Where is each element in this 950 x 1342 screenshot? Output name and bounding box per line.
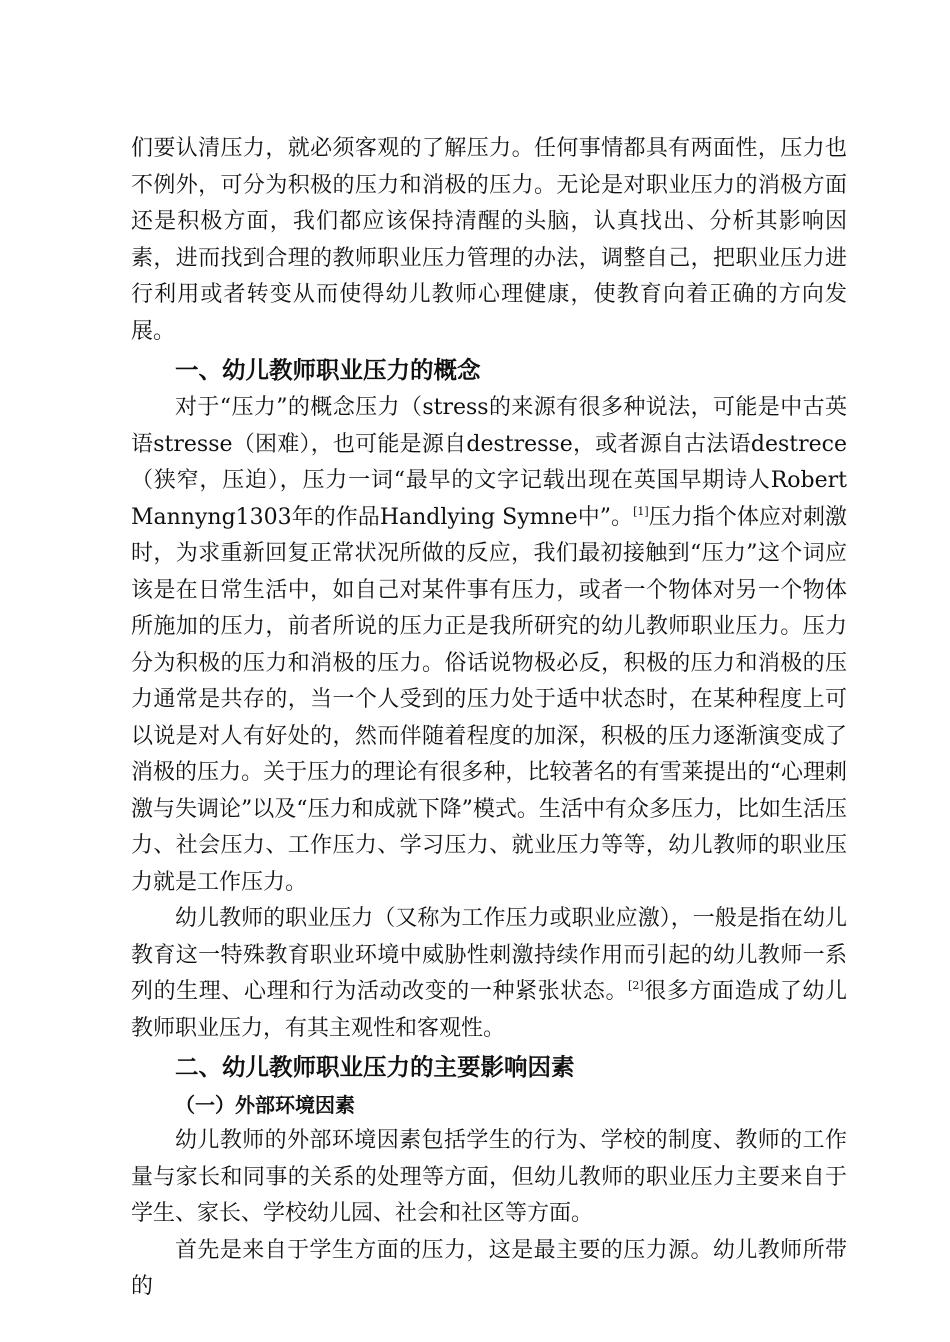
paragraph-stress-concept (131, 390, 847, 901)
section-heading-2: 二、幼儿教师职业压力的主要影响因素 (175, 1053, 575, 1081)
paragraph-stress-concept-part-a: 对于“压力”的概念压力（stress的来源有很多种说法，可能是中古英语stresse（困难），也可能是源自destresse，或者源自古法语destrece（狭窄，压迫），压力一词“最早的文字记载出现在英国早期诗人Robert Mannyng1303年的作品Handlying Symne中”。 (131, 395, 847, 530)
page-content (131, 131, 847, 1306)
paragraph-student-pressure: 首先是来自于学生方面的压力，这是最主要的压力源。幼儿教师所带的 (131, 1237, 847, 1299)
paragraph-continuation: 们要认清压力，就必须客观的了解压力。任何事情都具有两面性，压力也不例外，可分为积极的压力和消极的压力。无论是对职业压力的消极方面还是积极方面，我们都应该保持清醒的头脑，认真找出、分析其影响因素，进而找到合理的教师职业压力管理的办法，调整自己，把职业压力进行利用或者转变从而使得幼儿教师心理健康，使教育向着正确的方向发展。 (131, 136, 847, 344)
paragraph-definition-part-a: 幼儿教师的职业压力（又称为工作压力或职业应激），一般是指在幼儿教育这一特殊教育职业环境中威胁性刺激持续作用而引起的幼儿教师一系列的生理、心理和行为活动改变的一种紧张状态。 (131, 906, 847, 1004)
citation-ref-2: [2] (628, 979, 644, 992)
subsection-heading-1: （一）外部环境因素 (175, 1093, 355, 1117)
paragraph-teacher-stress-definition (131, 901, 847, 1047)
paragraph-definition-part-b: 很多方面造成了幼儿教师职业压力，有其主观性和客观性。 (131, 979, 847, 1041)
paragraph-stress-concept-part-b: 压力指个体应对刺激时，为求重新回复正常状况所做的反应，我们最初接触到“压力”这个词应该是在日常生活中，如自己对某件事有压力，或者一个物体对另一个物体所施加的压力，前者所说的压力正是我所研究的幼儿教师职业压力。压力分为积极的压力和消极的压力。俗话说物极必反，积极的压力和消极的压力通常是共存的，当一个人受到的压力处于适中状态时，在某种程度上可以说是对人有好处的，然而伴随着程度的加深，积极的压力逐渐演变成了消极的压力。关于压力的理论有很多种，比较著名的有雪莱提出的“心理刺激与失调论”以及“压力和成就下降”模式。生活中有众多压力，比如生活压力、社会压力、工作压力、学习压力、就业压力等等，幼儿教师的职业压力就是工作压力。 (131, 504, 847, 895)
section-heading-1: 一、幼儿教师职业压力的概念 (175, 356, 481, 384)
citation-ref-1: [1] (633, 504, 649, 518)
paragraph-external-factors: 幼儿教师的外部环境因素包括学生的行为、学校的制度、教师的工作量与家长和同事的关系的处理等方面，但幼儿教师的职业压力主要来自于学生、家长、学校幼儿园、社会和社区等方面。 (131, 1128, 847, 1226)
